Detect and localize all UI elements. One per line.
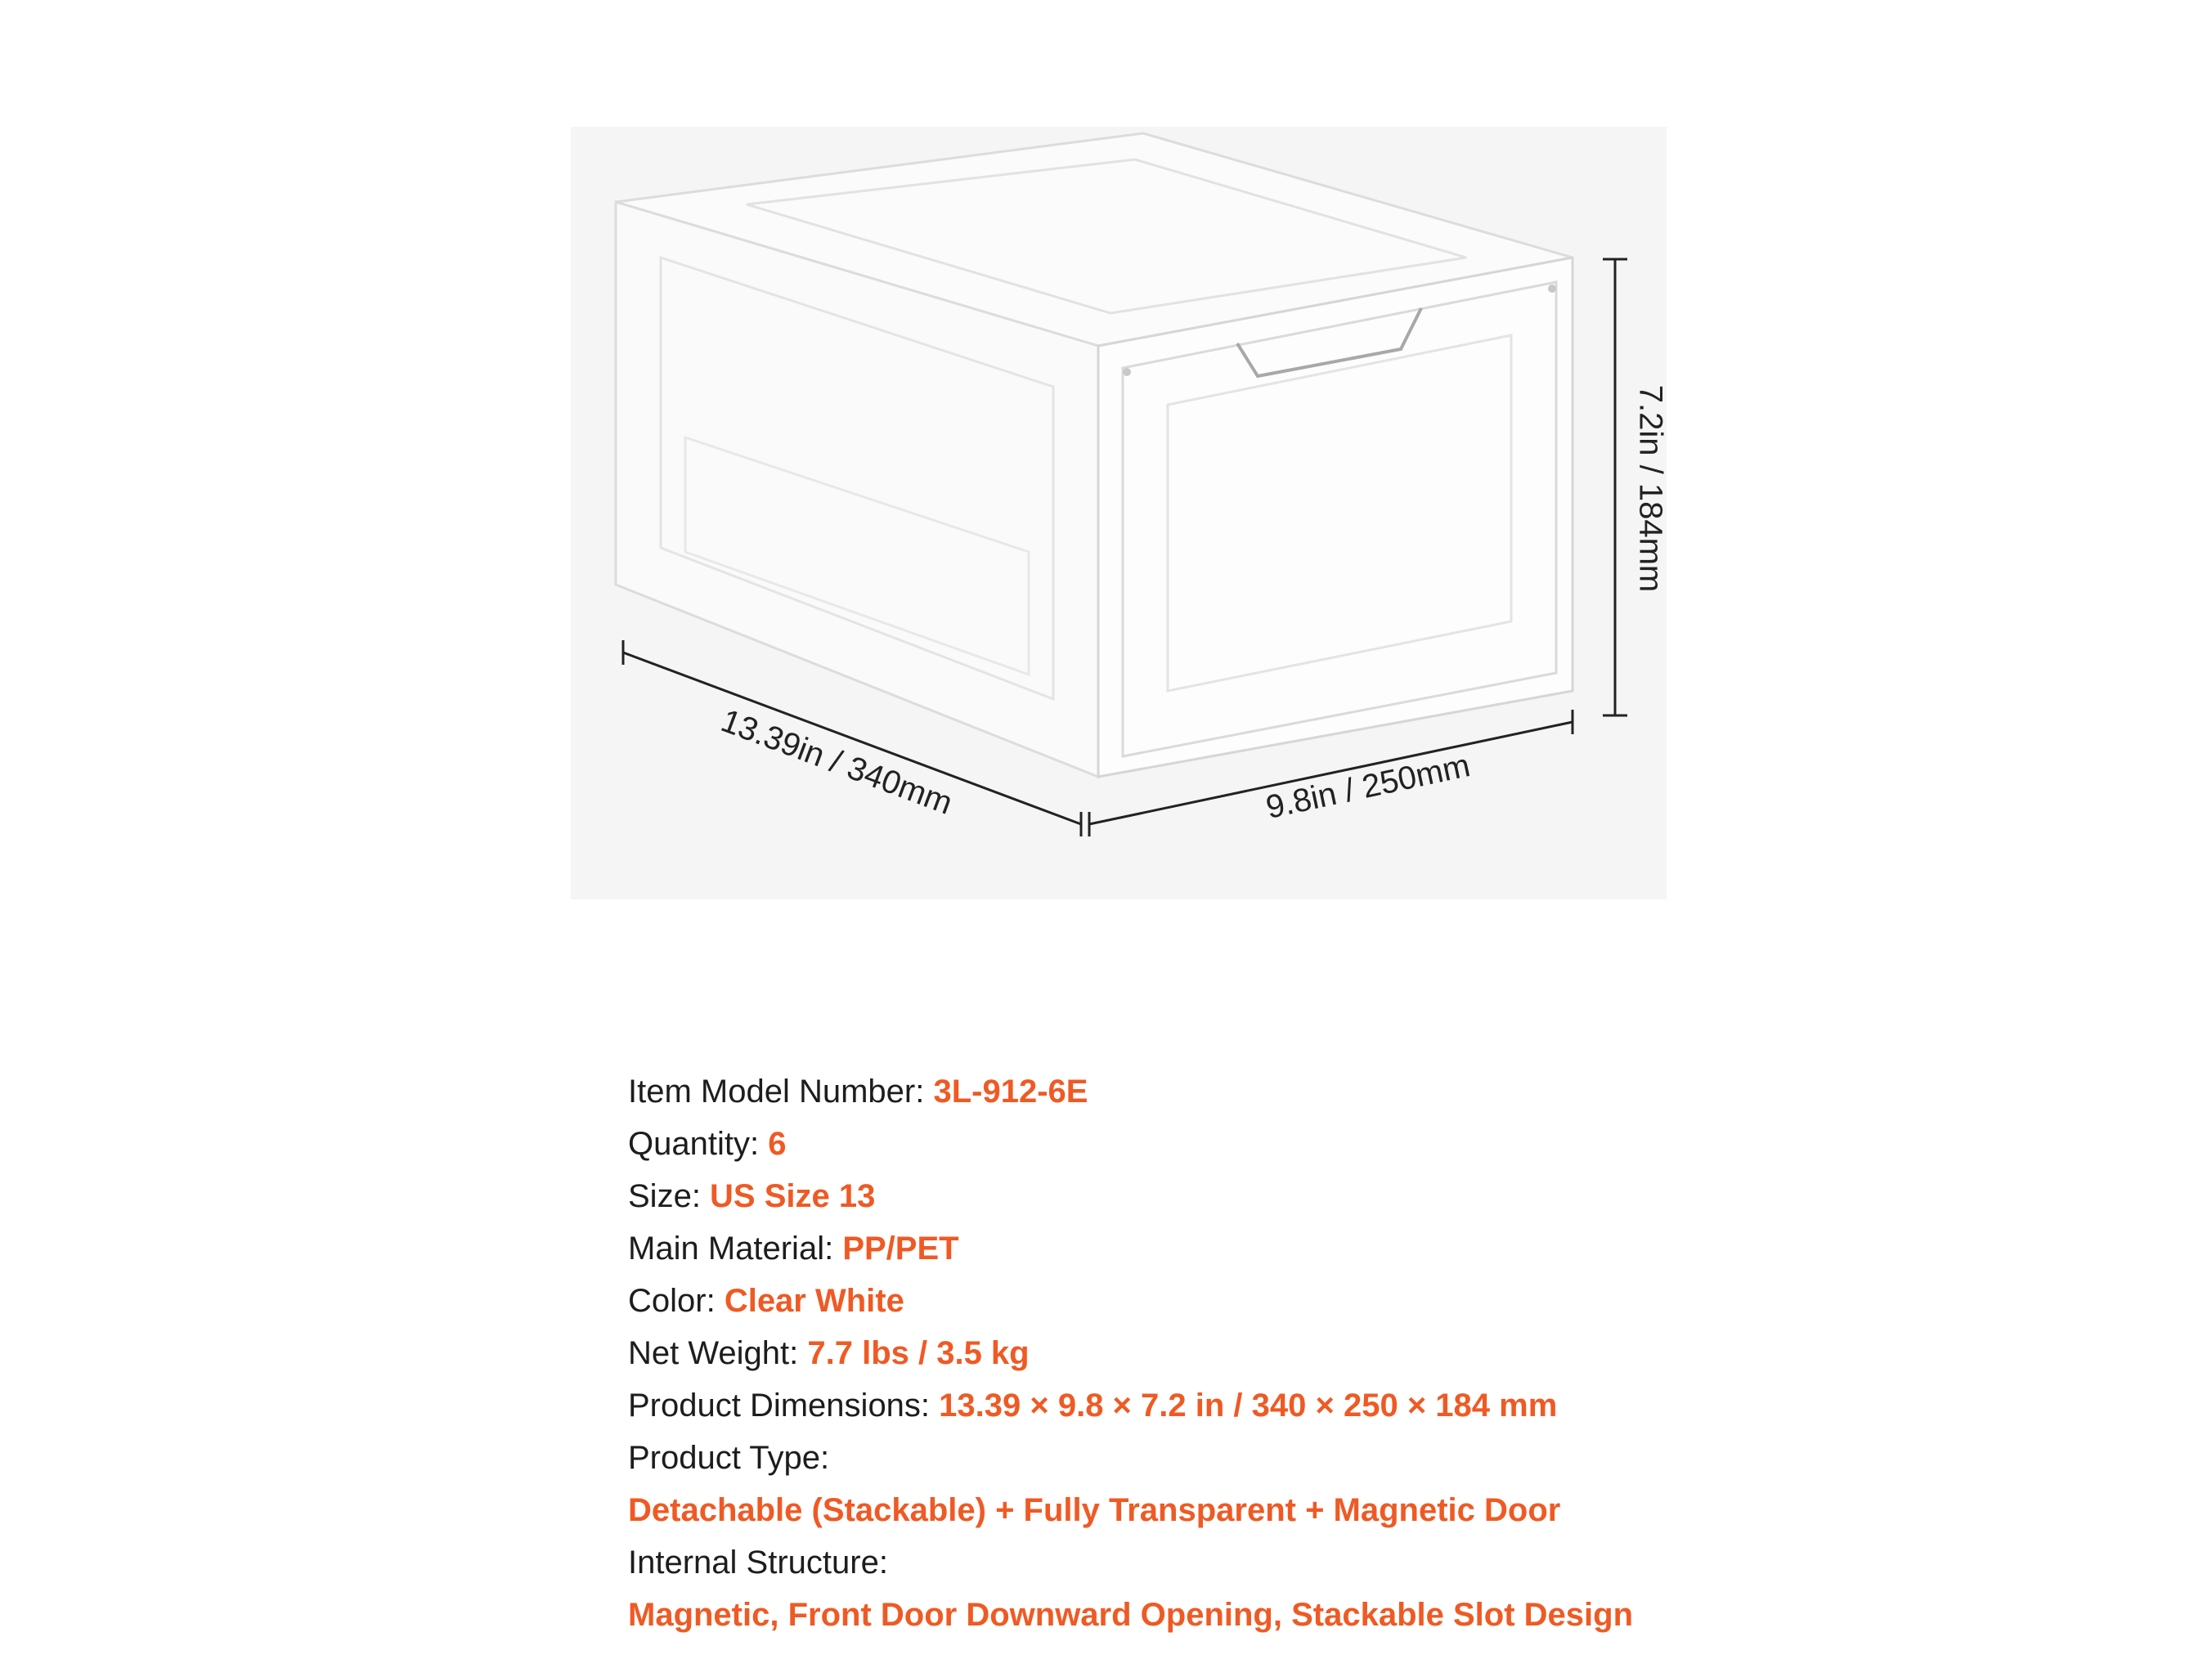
door-magnet-right [1548, 285, 1556, 293]
spec-row-quantity [628, 1118, 1633, 1170]
spec-value: 13.39 × 9.8 × 7.2 in / 340 × 250 × 184 mm [939, 1388, 1558, 1424]
spec-panel [571, 908, 1667, 1633]
spec-label: Color: [628, 1283, 725, 1319]
spec-row-type-value [628, 1484, 1633, 1536]
spec-row-weight [628, 1327, 1633, 1379]
spec-row-structure-value [628, 1589, 1633, 1641]
spec-label: Item Model Number: [628, 1074, 934, 1110]
spec-label: Internal Structure: [628, 1545, 888, 1581]
spec-value: 7.7 lbs / 3.5 kg [807, 1335, 1030, 1371]
spec-value: 6 [768, 1126, 787, 1162]
spec-row-type-label [628, 1432, 1633, 1484]
spec-label: Net Weight: [628, 1335, 808, 1371]
spec-value: PP/PET [842, 1231, 959, 1267]
product-photo [571, 127, 1667, 899]
spec-label: Quantity: [628, 1126, 769, 1162]
spec-row-structure-label [628, 1536, 1633, 1589]
height-dimension-label: 7.2in / 184mm [1632, 384, 1669, 593]
spec-label: Size: [628, 1178, 711, 1214]
spec-value: Magnetic, Front Door Downward Opening, Stackable Slot Design [628, 1597, 1634, 1633]
box-front-face [1098, 258, 1573, 777]
spec-row-material [628, 1222, 1633, 1275]
spec-row-color [628, 1275, 1633, 1327]
product-spec-card [571, 127, 1669, 1633]
spec-row-dimensions [628, 1379, 1633, 1432]
shoe-box-illustration [571, 127, 1667, 899]
spec-row-size [628, 1170, 1633, 1222]
spec-row-model [628, 1065, 1633, 1118]
door-magnet-left [1123, 368, 1131, 376]
spec-label: Product Dimensions: [628, 1388, 940, 1424]
spec-value: Clear White [724, 1283, 904, 1319]
spec-value: Detachable (Stackable) + Fully Transparent + Magnetic Door [628, 1492, 1561, 1528]
spec-label: Main Material: [628, 1231, 843, 1267]
depth-dimension-label: 13.39in / 340mm [716, 702, 958, 822]
spec-list [628, 1065, 1633, 1641]
spec-label: Product Type: [628, 1440, 830, 1476]
width-dimension-label: 9.8in / 250mm [1263, 747, 1474, 826]
spec-value: 3L-912-6E [933, 1074, 1088, 1110]
spec-value: US Size 13 [710, 1178, 876, 1214]
